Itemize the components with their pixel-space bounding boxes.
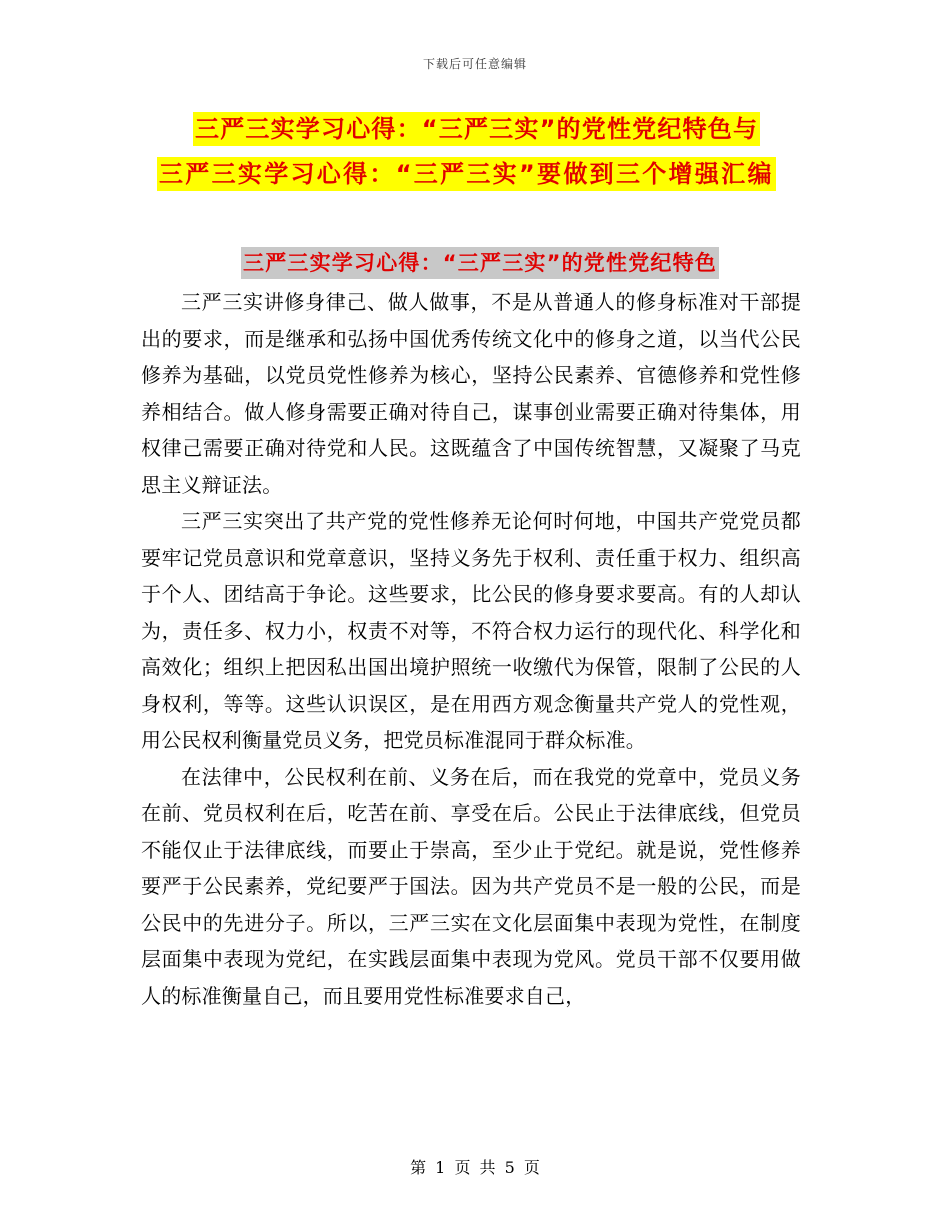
body-text xyxy=(141,284,801,1014)
document-title-line-1: 三严三实学习心得：“三严三实”的党性党纪特色与 xyxy=(193,112,760,146)
header-note: 下载后可任意编辑 xyxy=(422,57,527,71)
paragraph: 三严三实突出了共产党的党性修养无论何时何地，中国共产党党员都要牢记党员意识和党章意识，坚持义务先于权利、责任重于权力、组织高于个人、团结高于争论。这些要求，比公民的修身要求要高。有的人却认为，责任多、权力小，权责不对等，不符合权力运行的现代化、科学化和高效化；组织上把因私出国出境护照统一收缴代为保管，限制了公民的人身权利，等等。这些认识误区，是在用西方观念衡量共产党人的党性观，用公民权利衡量党员义务，把党员标准混同于群众标准。 xyxy=(141,509,801,752)
section-heading: 三严三实学习心得：“三严三实”的党性党纪特色 xyxy=(241,247,719,279)
document-title-line-2: 三严三实学习心得：“三严三实”要做到三个增强汇编 xyxy=(157,157,776,191)
page-footer: 第 1 页 共 5 页 xyxy=(410,1158,540,1177)
paragraph: 在法律中，公民权利在前、义务在后，而在我党的党章中，党员义务在前、党员权利在后，吃苦在前、享受在后。公民止于法律底线，但党员不能仅止于法律底线，而要止于崇高，至少止于党纪。就是说，党性修养要严于公民素养，党纪要严于国法。因为共产党员不是一般的公民，而是公民中的先进分子。所以，三严三实在文化层面集中表现为党性，在制度层面集中表现为党纪，在实践层面集中表现为党风。党员干部不仅要用做人的标准衡量自己，而且要用党性标准要求自己， xyxy=(141,764,801,1008)
paragraph: 三严三实讲修身律己、做人做事，不是从普通人的修身标准对干部提出的要求，而是继承和弘扬中国优秀传统文化中的修身之道，以当代公民修养为基础，以党员党性修养为核心，坚持公民素养、官德修养和党性修养相结合。做人修身需要正确对待自己，谋事创业需要正确对待集体，用权律己需要正确对待党和人民。这既蕴含了中国传统智慧，又凝聚了马克思主义辩证法。 xyxy=(141,290,801,497)
